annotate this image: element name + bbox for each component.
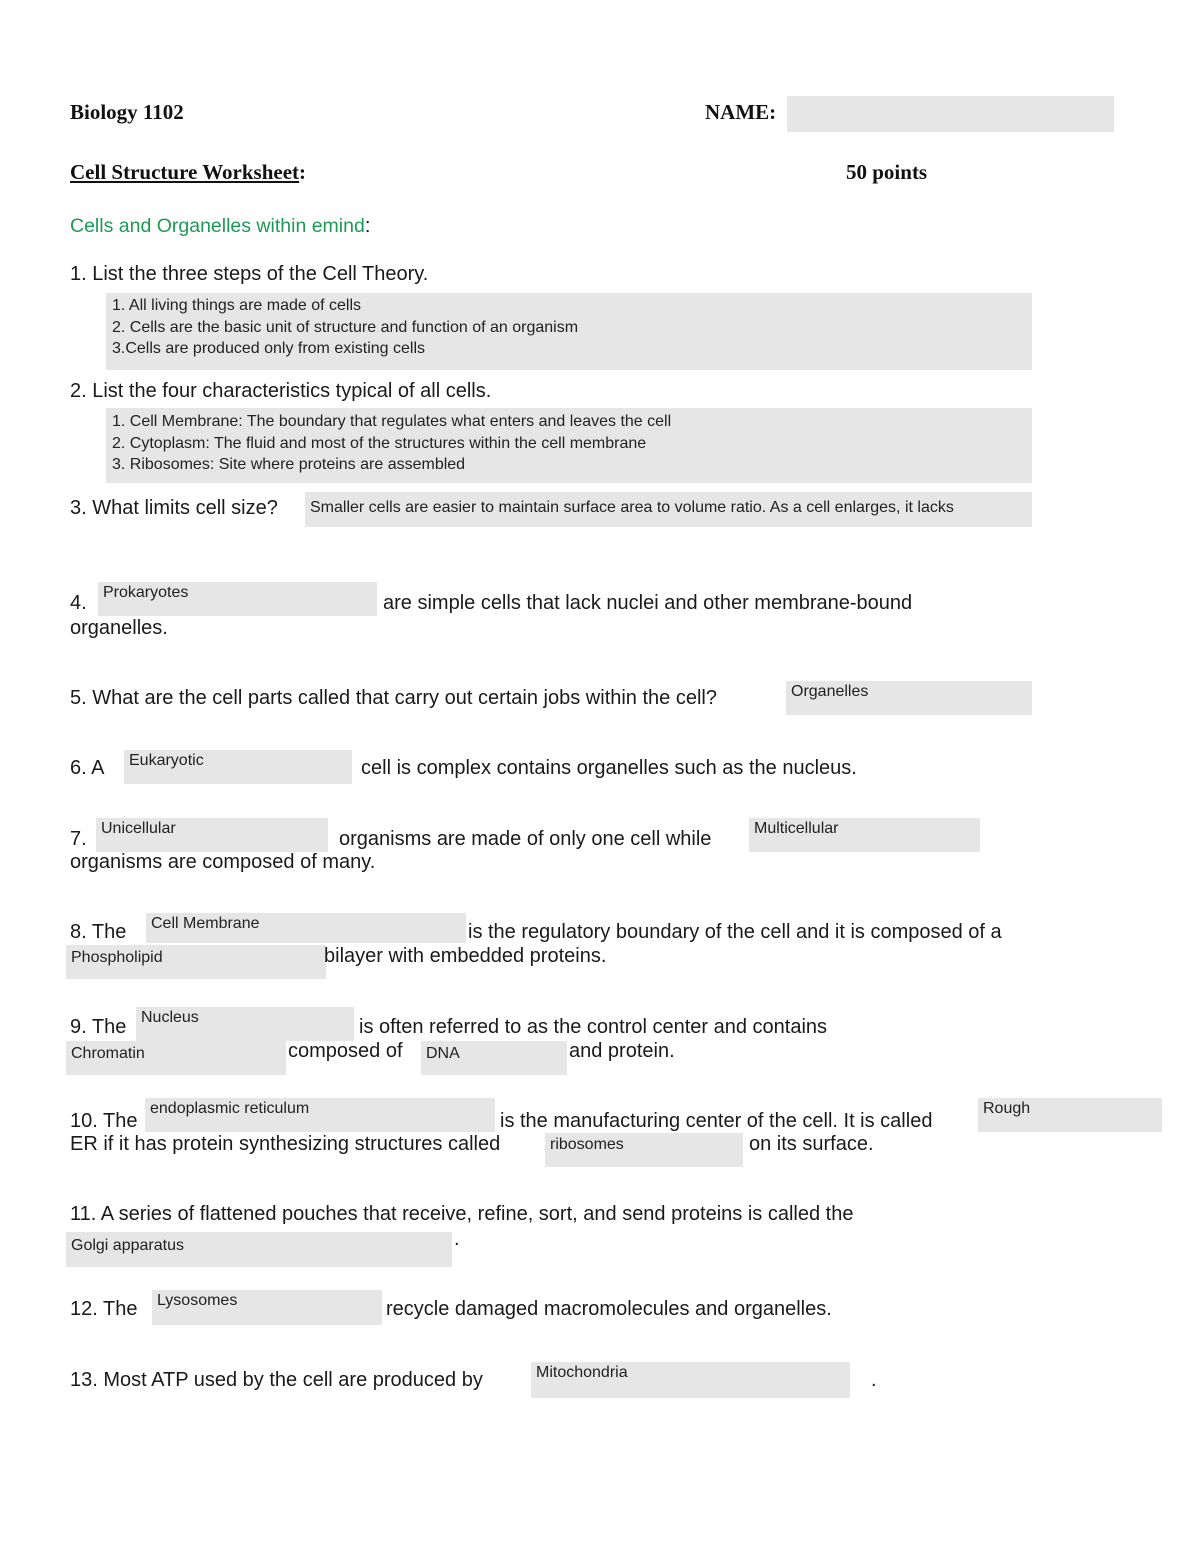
q8-text-line2: bilayer with embedded proteins.	[324, 945, 607, 967]
q7-answer-field-2[interactable]	[749, 818, 980, 852]
q5-answer-field[interactable]	[786, 681, 1032, 715]
q8-text: is the regulatory boundary of the cell and it is composed of a	[468, 921, 1002, 943]
q9-answer-3: DNA	[426, 1045, 460, 1062]
q10-answer-field-1[interactable]	[145, 1098, 495, 1132]
q1-answer-line: 2. Cells are the basic unit of structure and function of an organism	[112, 318, 579, 336]
q2-answer-line: 2. Cytoplasm: The fluid and most of the structures within the cell membrane	[112, 434, 647, 452]
worksheet-title: Cell Structure Worksheet	[70, 160, 300, 184]
q6-answer: Eukaryotic	[129, 752, 204, 769]
q7-text-line2: organisms are composed of many.	[70, 851, 376, 873]
q4-answer: Prokaryotes	[103, 584, 189, 601]
q6-text: cell is complex contains organelles such as the nucleus.	[361, 757, 857, 779]
q9-answer-field-2[interactable]	[66, 1041, 286, 1075]
q13-answer-field[interactable]	[531, 1362, 850, 1398]
q9-answer-1: Nucleus	[141, 1009, 199, 1026]
q7-text: organisms are made of only one cell while	[339, 828, 712, 850]
name-label: NAME:	[705, 100, 777, 124]
q8-answer-field-1[interactable]	[146, 913, 466, 943]
points-label: 50 points	[846, 160, 928, 184]
worksheet-title-colon: :	[299, 160, 307, 184]
q7-answer-1: Unicellular	[101, 820, 176, 837]
q12-text: recycle damaged macromolecules and organelles.	[386, 1298, 832, 1320]
q5-question: 5. What are the cell parts called that carry out certain jobs within the cell?	[70, 687, 717, 709]
q7-answer-2: Multicellular	[754, 820, 839, 837]
q13-answer: Mitochondria	[536, 1364, 628, 1381]
q9-answer-field-1[interactable]	[136, 1007, 354, 1041]
q1-answer-field[interactable]	[106, 293, 1032, 370]
q3-answer: Smaller cells are easier to maintain surface area to volume ratio. As a cell enlarges, it lacks	[310, 499, 954, 516]
q1-answer-line: 3.Cells are produced only from existing cells	[112, 340, 426, 357]
q7-number: 7.	[70, 828, 87, 850]
q10-text-line2: ER if it has protein synthesizing structures called	[70, 1133, 501, 1155]
q10-text: is the manufacturing center of the cell. It is called	[500, 1110, 933, 1132]
q12-answer: Lysosomes	[157, 1292, 238, 1309]
q10-answer-3: ribosomes	[550, 1136, 624, 1153]
section-title: Cells and Organelles within emind	[70, 215, 365, 237]
q8-prefix: 8. The	[70, 921, 127, 943]
q8-answer-1: Cell Membrane	[151, 915, 260, 932]
q3-question: 3. What limits cell size?	[70, 497, 278, 519]
q11-answer: Golgi apparatus	[71, 1237, 184, 1254]
q10-answer-field-3[interactable]	[545, 1133, 743, 1167]
section-colon: :	[364, 215, 371, 237]
q12-answer-field[interactable]	[152, 1290, 382, 1325]
q7-answer-field-1[interactable]	[96, 818, 328, 852]
q9-text-3: and protein.	[569, 1040, 675, 1062]
q9-text-2: composed of	[288, 1040, 403, 1062]
q10-text-3: on its surface.	[749, 1133, 874, 1155]
q10-answer-field-2[interactable]	[978, 1098, 1162, 1132]
q11-answer-field[interactable]	[66, 1232, 452, 1267]
q5-answer: Organelles	[791, 683, 869, 700]
q6-answer-field[interactable]	[124, 750, 352, 784]
q8-answer-2: Phospholipid	[71, 949, 163, 966]
q13-period: .	[871, 1369, 877, 1391]
q8-answer-field-2[interactable]	[66, 945, 326, 979]
q9-answer-2: Chromatin	[71, 1045, 145, 1062]
q10-answer-2: Rough	[983, 1100, 1031, 1117]
name-field[interactable]	[787, 96, 1114, 132]
q2-answer-line: 3. Ribosomes: Site where proteins are assembled	[112, 456, 466, 473]
q2-question: 2. List the four characteristics typical of all cells.	[70, 380, 492, 402]
q10-prefix: 10. The	[70, 1110, 138, 1132]
q4-number: 4.	[70, 592, 87, 614]
q11-question: 11. A series of flattened pouches that receive, refine, sort, and send proteins is called the	[70, 1203, 854, 1225]
q1-answer-line: 1. All living things are made of cells	[112, 297, 362, 314]
q1-question: 1. List the three steps of the Cell Theory.	[70, 263, 429, 285]
q2-answer-field[interactable]	[106, 408, 1032, 483]
q3-answer-field[interactable]	[305, 492, 1032, 527]
q2-answer-line: 1. Cell Membrane: The boundary that regulates what enters and leaves the cell	[112, 413, 672, 430]
q12-prefix: 12. The	[70, 1298, 138, 1320]
q11-period: .	[454, 1228, 460, 1250]
q13-text: 13. Most ATP used by the cell are produced by	[70, 1369, 483, 1391]
q9-answer-field-3[interactable]	[421, 1041, 567, 1075]
q6-prefix: 6. A	[70, 757, 105, 779]
worksheet-title-line	[70, 160, 306, 185]
section-heading	[70, 215, 370, 238]
q9-text: is often referred to as the control center and contains	[359, 1016, 828, 1038]
q4-text: are simple cells that lack nuclei and other membrane-bound	[383, 592, 913, 614]
course-title: Biology 1102	[70, 100, 184, 124]
q4-answer-field[interactable]	[98, 582, 377, 616]
q4-text-line2: organelles.	[70, 617, 168, 639]
q9-prefix: 9. The	[70, 1016, 127, 1038]
q10-answer-1: endoplasmic reticulum	[150, 1100, 310, 1117]
